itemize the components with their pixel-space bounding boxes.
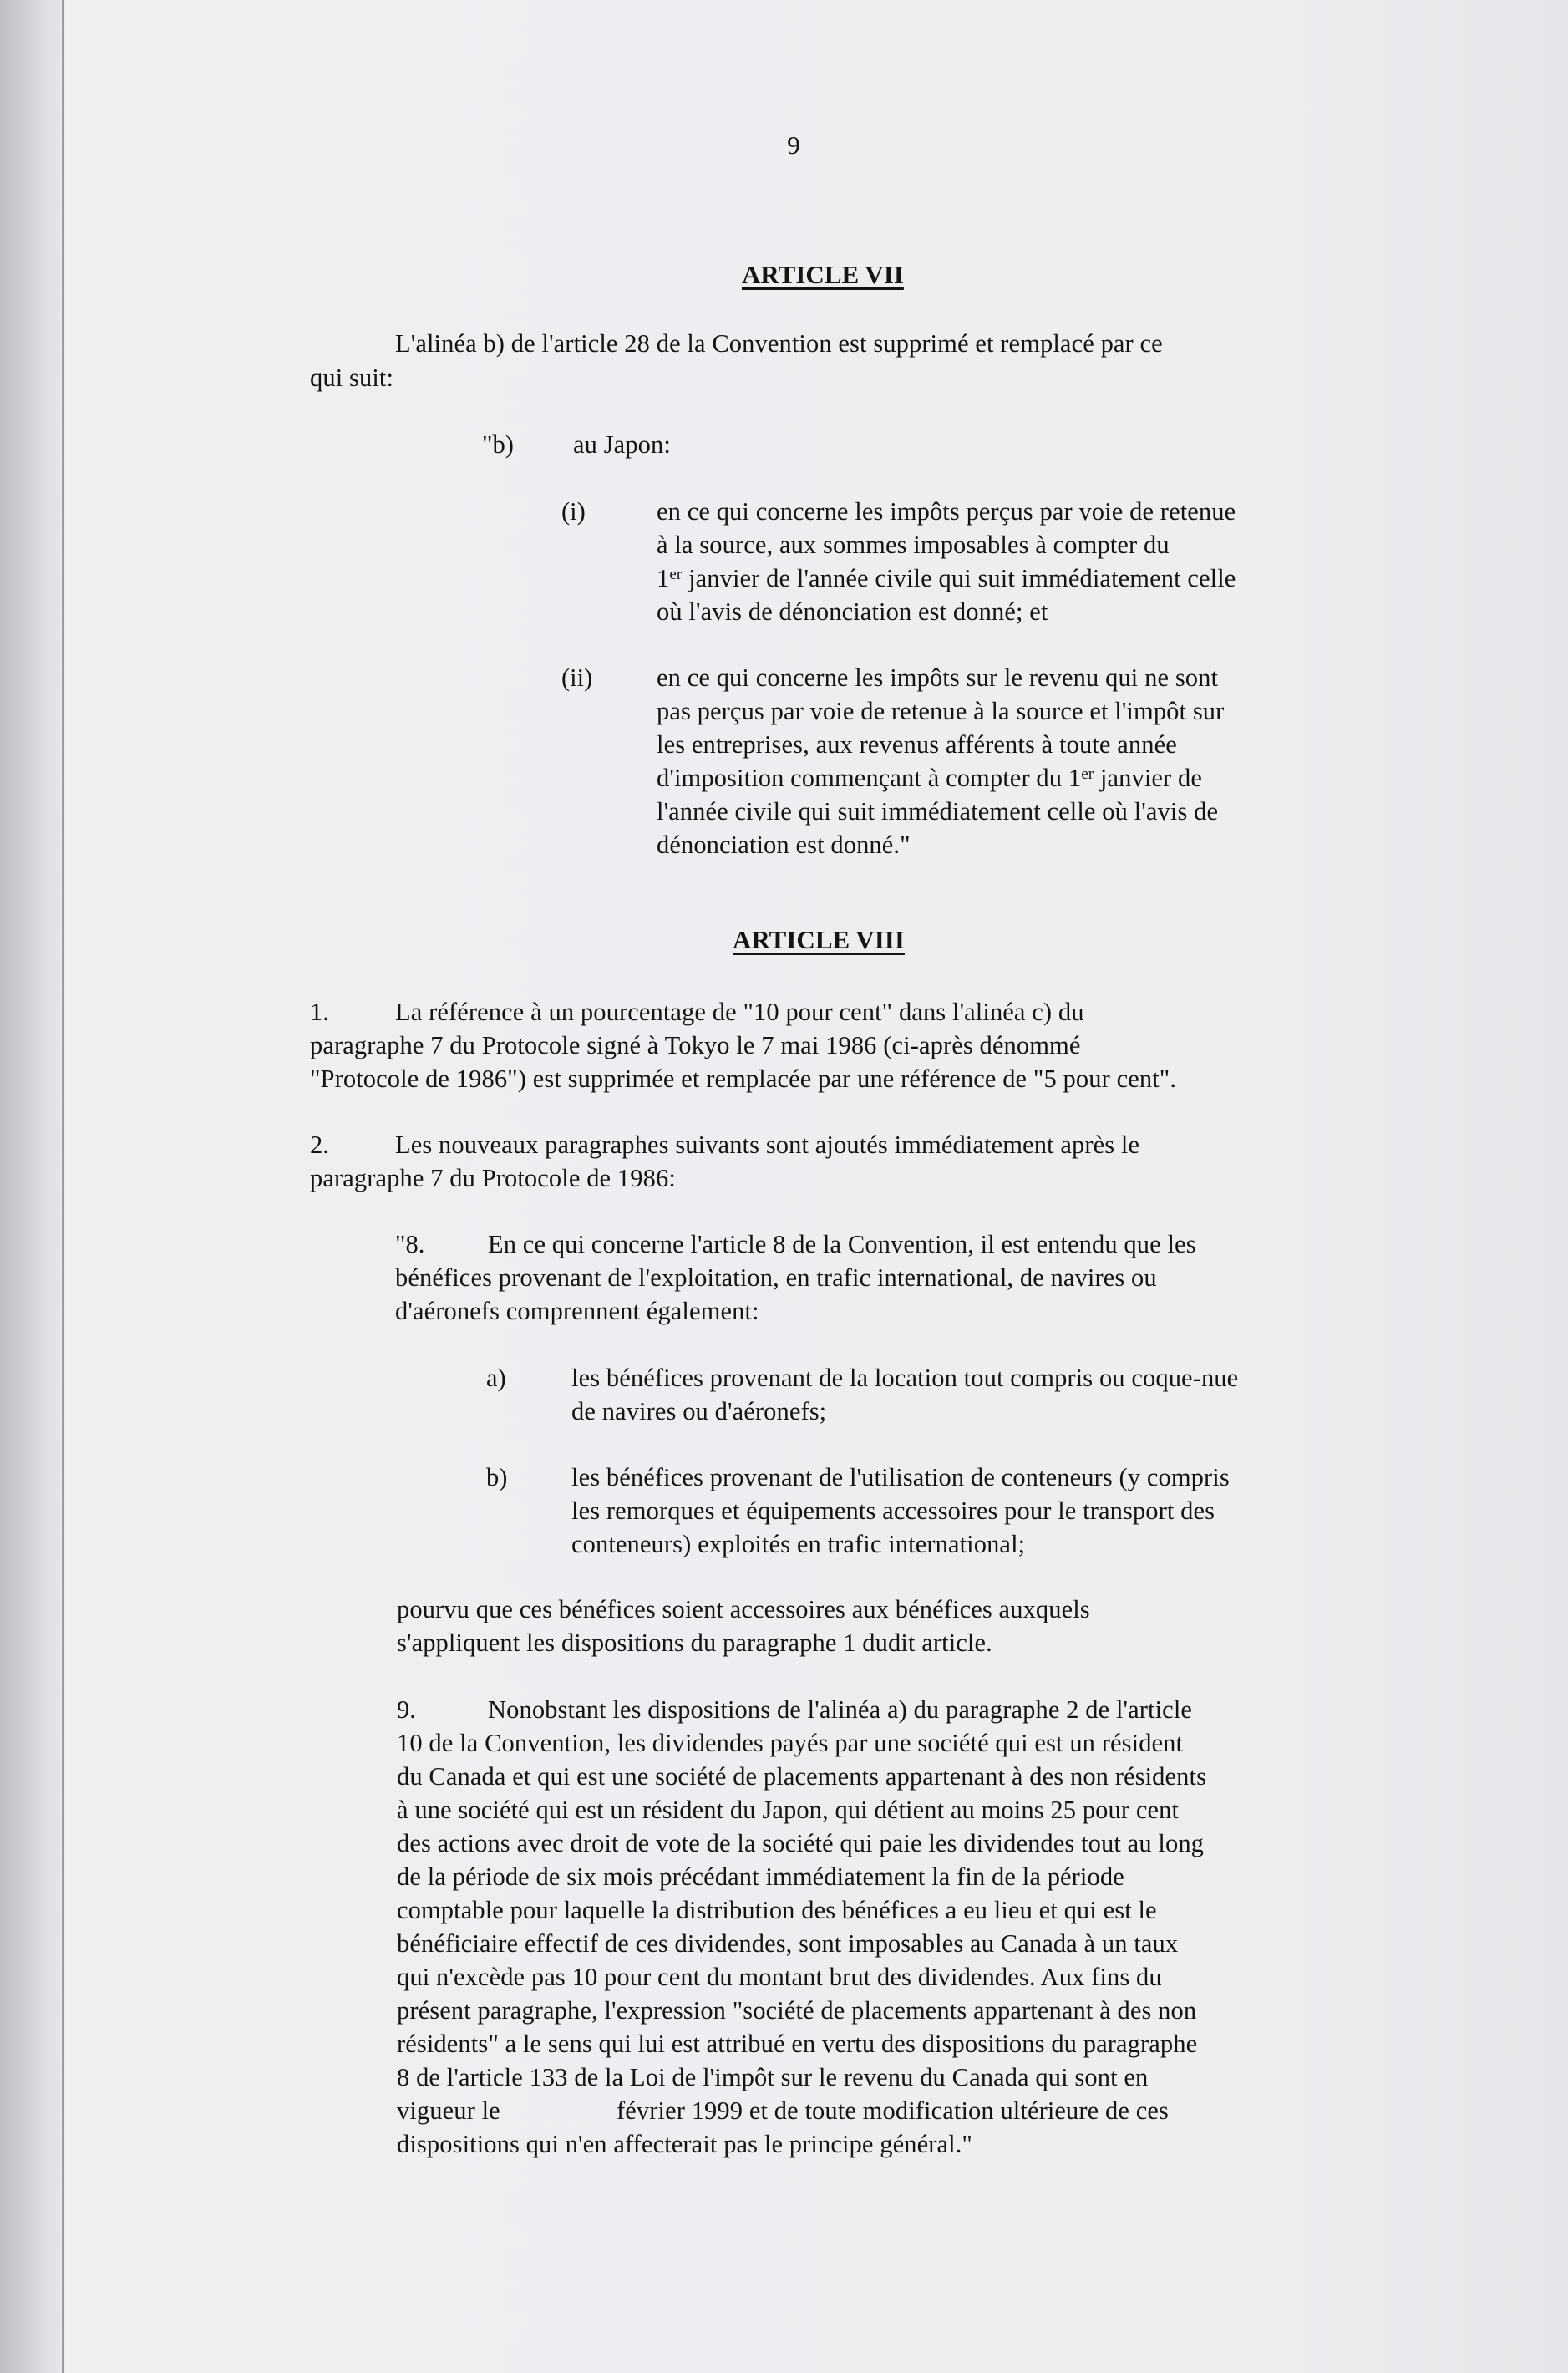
clause-i-label: (i) — [561, 497, 586, 526]
article-vii-intro-line: L'alinéa b) de l'article 28 de la Convention est supprimé et remplacé par ce — [395, 329, 1163, 358]
paragraph-9-line: 8 de l'article 133 de la Loi de l'impôt sur le revenu du Canada qui sont en — [397, 2063, 1149, 2091]
clause-i-line: à la source, aux sommes imposables à compter du — [657, 531, 1170, 559]
paragraph-8-line: bénéfices provenant de l'exploitation, en trafic international, de navires ou — [395, 1263, 1157, 1292]
subparagraph-b-text: au Japon: — [573, 430, 671, 459]
paragraph-9-line: présent paragraphe, l'expression "société de placements appartenant à des non — [397, 1996, 1197, 2025]
paragraph-2-line: paragraphe 7 du Protocole de 1986: — [310, 1164, 676, 1192]
proviso-line: s'appliquent les dispositions du paragraphe 1 dudit article. — [397, 1629, 992, 1657]
item-b-line: les bénéfices provenant de l'utilisation de conteneurs (y compris — [571, 1463, 1230, 1491]
subparagraph-b-label: "b) — [482, 430, 514, 459]
clause-ii-line: les entreprises, aux revenus afférents à toute année — [657, 730, 1177, 759]
clause-ii-line: en ce qui concerne les impôts sur le revenu qui ne sont — [657, 663, 1219, 692]
page-number: 9 — [787, 130, 800, 160]
item-b-label: b) — [486, 1463, 508, 1491]
article-vii-intro-line: qui suit: — [310, 363, 394, 392]
paragraph-9-line: du Canada et qui est une société de placements appartenant à des non résidents — [397, 1762, 1207, 1791]
item-a-label: a) — [486, 1364, 506, 1392]
article-vii-heading: ARTICLE VII — [742, 260, 904, 289]
paragraph-9-line: dispositions qui n'en affecterait pas le principe général." — [397, 2130, 972, 2158]
item-a-line: les bénéfices provenant de la location tout compris ou coque-nue — [571, 1364, 1239, 1392]
paragraph-9-line: qui n'excède pas 10 pour cent du montant brut des dividendes. Aux fins du — [397, 1963, 1162, 1991]
item-b-line: les remorques et équipements accessoires pour le transport des — [571, 1496, 1215, 1525]
clause-ii-line: pas perçus par voie de retenue à la source et l'impôt sur — [657, 697, 1225, 725]
paragraph-1-line: paragraphe 7 du Protocole signé à Tokyo le 7 mai 1986 (ci-après dénommé — [310, 1031, 1081, 1059]
paragraph-9-line: des actions avec droit de vote de la société qui paie les dividendes tout au long — [397, 1829, 1205, 1857]
clause-ii-label: (ii) — [561, 663, 593, 692]
paragraph-1-line: La référence à un pourcentage de "10 pour cent" dans l'alinéa c) du — [395, 998, 1084, 1026]
clause-ii-line: dénonciation est donné." — [657, 831, 911, 859]
paragraph-2-label: 2. — [310, 1131, 329, 1159]
paragraph-8-label: "8. — [395, 1230, 425, 1258]
paragraph-2-line: Les nouveaux paragraphes suivants sont ajoutés immédiatement après le — [395, 1131, 1140, 1159]
paragraph-9-line: vigueur le — [397, 2096, 500, 2125]
clause-ii-line: l'année civile qui suit immédiatement celle où l'avis de — [657, 797, 1219, 826]
paragraph-8-line: d'aéronefs comprennent également: — [395, 1297, 759, 1325]
paragraph-1-line: "Protocole de 1986") est supprimée et remplacée par une référence de "5 pour cent". — [310, 1065, 1177, 1093]
clause-i-line: où l'avis de dénonciation est donné; et — [657, 597, 1048, 626]
article-viii-heading: ARTICLE VIII — [733, 925, 905, 954]
page-binding-shadow — [0, 0, 65, 2373]
paragraph-8-line: En ce qui concerne l'article 8 de la Convention, il est entendu que les — [488, 1230, 1196, 1258]
paragraph-9-line: Nonobstant les dispositions de l'alinéa a) du paragraphe 2 de l'article — [488, 1695, 1193, 1724]
paragraph-9-line: février 1999 et de toute modification ultérieure de ces — [617, 2096, 1169, 2125]
paragraph-9-line: bénéficiaire effectif de ces dividendes, sont imposables au Canada à un taux — [397, 1929, 1179, 1958]
paragraph-9-line: résidents" a le sens qui lui est attribué en vertu des dispositions du paragraphe — [397, 2030, 1198, 2058]
paragraph-1-label: 1. — [310, 998, 329, 1026]
paragraph-9-line: 10 de la Convention, les dividendes payés par une société qui est un résident — [397, 1729, 1184, 1757]
paragraph-9-line: comptable pour laquelle la distribution des bénéfices a eu lieu et qui est le — [397, 1896, 1157, 1924]
clause-i-line: en ce qui concerne les impôts perçus par voie de retenue — [657, 497, 1236, 526]
paragraph-9-line: de la période de six mois précédant immédiatement la fin de la période — [397, 1862, 1124, 1891]
paragraph-9-label: 9. — [397, 1695, 416, 1724]
item-b-line: conteneurs) exploités en trafic international; — [571, 1530, 1026, 1558]
clause-i-line: 1er janvier de l'année civile qui suit immédiatement celle — [657, 564, 1236, 592]
item-a-line: de navires ou d'aéronefs; — [571, 1397, 827, 1425]
clause-ii-line: d'imposition commençant à compter du 1er janvier de — [657, 764, 1203, 792]
proviso-line: pourvu que ces bénéfices soient accessoires aux bénéfices auxquels — [397, 1595, 1090, 1623]
page-binding-edge — [62, 0, 64, 2373]
paragraph-9-line: à une société qui est un résident du Japon, qui détient au moins 25 pour cent — [397, 1796, 1180, 1824]
